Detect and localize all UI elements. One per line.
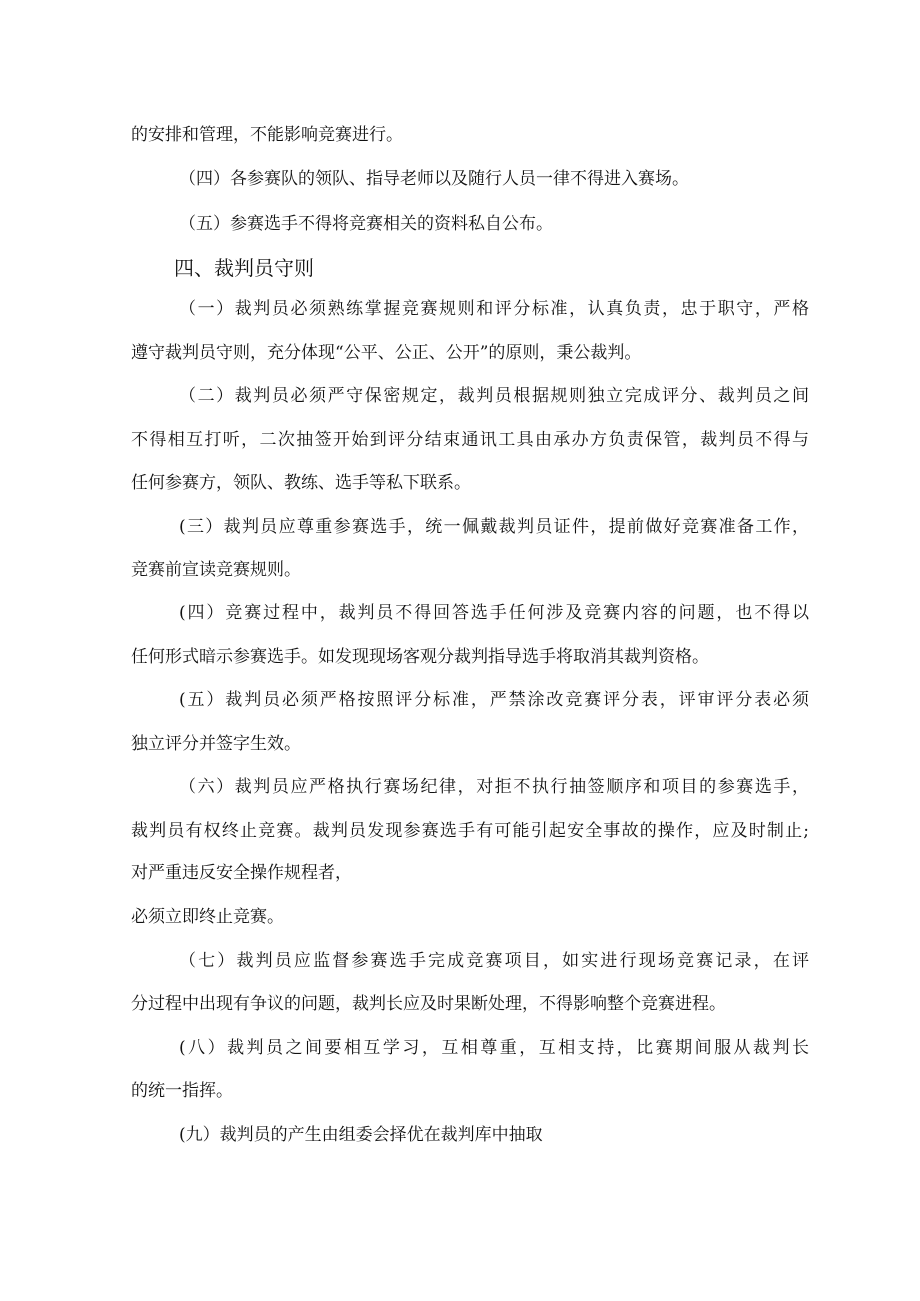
- paragraph-line: (五）裁判员必须严格按照评分标准，严禁涂改竞赛评分表，评审评分表必须: [179, 690, 809, 710]
- paragraph-line: （六）裁判员应严格执行赛场纪律，对拒不执行抽签顺序和项目的参赛选手，: [179, 777, 809, 797]
- paragraph-line: 独立评分并签字生效。: [131, 734, 301, 754]
- paragraph-line: 分过程中出现有争议的问题，裁判长应及时果断处理，不得影响整个竞赛进程。: [131, 994, 726, 1014]
- paragraph-line: (四）竞赛过程中，裁判员不得回答选手任何涉及竞赛内容的问题，也不得以: [179, 603, 809, 623]
- paragraph-line: （二）裁判员必须严守保密规定，裁判员根据规则独立完成评分、裁判员之间: [179, 386, 809, 406]
- paragraph-line: （四）各参赛队的领队、指导老师以及随行人员一律不得进入赛场。: [179, 169, 689, 189]
- paragraph-line: (八）裁判员之间要相互学习，互相尊重，互相支持，比赛期间服从裁判长: [179, 1038, 809, 1058]
- paragraph-line: 的安排和管理，不能影响竞赛进行。: [131, 125, 403, 145]
- paragraph-line: (三）裁判员应尊重参赛选手，统一佩戴裁判员证件，提前做好竞赛准备工作，: [179, 517, 809, 537]
- paragraph-line: 竞赛前宣读竞赛规则。: [131, 560, 301, 580]
- section-heading: 四、裁判员守则: [174, 256, 314, 280]
- paragraph-line: 的统一指挥。: [131, 1081, 233, 1101]
- paragraph-line: 裁判员有权终止竞赛。裁判员发现参赛选手有可能引起安全事故的操作，应及时制止;: [131, 821, 809, 841]
- paragraph-line: 任何参赛方，领队、教练、选手等私下联系。: [131, 473, 471, 493]
- paragraph-line: 不得相互打听，二次抽签开始到评分结束通讯工具由承办方负责保管，裁判员不得与: [131, 430, 809, 450]
- paragraph-line: (九）裁判员的产生由组委会择优在裁判库中抽取: [179, 1125, 543, 1145]
- paragraph-line: 任何形式暗示参赛选手。如发现现场客观分裁判指导选手将取消其裁判资格。: [131, 647, 709, 667]
- paragraph-line: （五）参赛选手不得将竞赛相关的资料私自公布。: [179, 214, 553, 234]
- paragraph-line: 遵守裁判员守则，充分体现“公平、公正、公开”的原则，秉公裁判。: [131, 343, 642, 363]
- paragraph-line: （一）裁判员必须熟练掌握竞赛规则和评分标准，认真负责，忠于职守，严格: [179, 299, 809, 319]
- paragraph-line: 必须立即终止竞赛。: [131, 907, 284, 927]
- paragraph-line: 对严重违反安全操作规程者，: [131, 863, 352, 883]
- paragraph-line: （七）裁判员应监督参赛选手完成竞赛项目，如实进行现场竞赛记录，在评: [179, 951, 809, 971]
